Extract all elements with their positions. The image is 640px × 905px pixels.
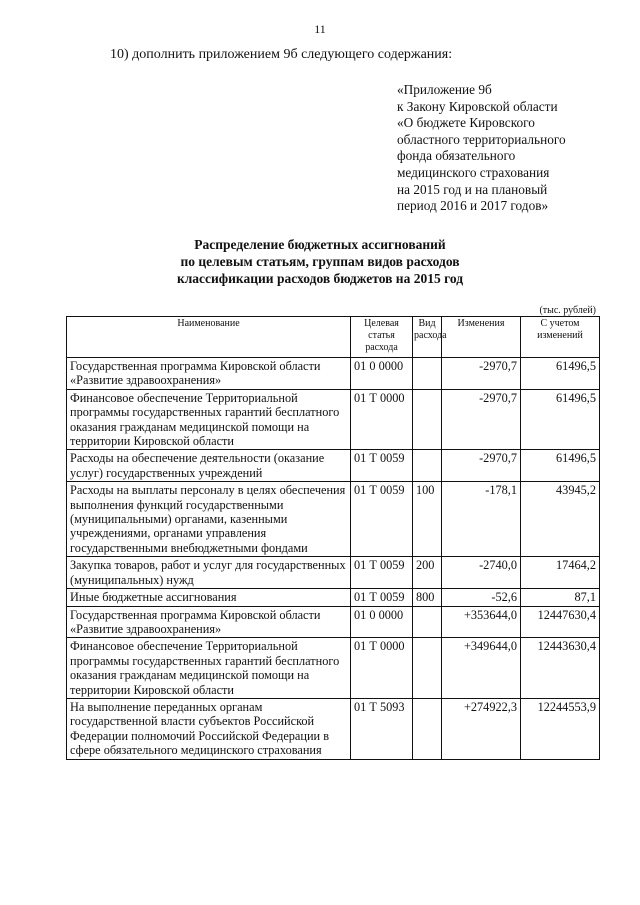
row-total: 12244553,9 — [521, 698, 600, 759]
row-target: 01 Т 0000 — [351, 638, 413, 699]
appendix-line: «Приложение 9б — [397, 82, 492, 97]
header-target: Целевая статья расхода — [351, 317, 413, 358]
row-kind — [413, 358, 442, 390]
header-total: С учетом изменений — [521, 317, 600, 358]
row-kind: 200 — [413, 557, 442, 589]
row-total: 43945,2 — [521, 482, 600, 557]
row-target: 01 Т 0059 — [351, 482, 413, 557]
row-name: Государственная программа Кировской области «Развитие здравоохранения» — [67, 358, 351, 390]
header-kind: Вид расхода — [413, 317, 442, 358]
appendix-line: к Закону Кировской области — [397, 98, 558, 114]
row-changes: -52,6 — [442, 589, 521, 606]
document-title — [0, 236, 640, 287]
table-row — [67, 389, 600, 450]
row-name: Финансовое обеспечение Территориальной программы государственных гарантий бесплатного оказания гражданам медицинской помощи на территории Кировской области — [67, 389, 351, 450]
row-name: Расходы на обеспечение деятельности (оказание услуг) государственных учреждений — [67, 450, 351, 482]
table-row — [67, 698, 600, 759]
table-row — [67, 358, 600, 390]
title-line: по целевым статьям, группам видов расходов — [180, 254, 460, 269]
row-total: 61496,5 — [521, 358, 600, 390]
appendix-line: фонда обязательного — [397, 148, 516, 164]
row-target: 01 Т 0059 — [351, 557, 413, 589]
row-total: 12447630,4 — [521, 606, 600, 638]
row-name: Государственная программа Кировской области «Развитие здравоохранения» — [67, 606, 351, 638]
row-total: 87,1 — [521, 589, 600, 606]
row-target: 01 Т 5093 — [351, 698, 413, 759]
row-kind — [413, 638, 442, 699]
row-changes: -2970,7 — [442, 389, 521, 450]
table-row — [67, 589, 600, 606]
row-total: 12443630,4 — [521, 638, 600, 699]
row-name: Иные бюджетные ассигнования — [67, 589, 351, 606]
title-line: классификации расходов бюджетов на 2015 год — [176, 271, 464, 286]
row-target: 01 Т 0059 — [351, 589, 413, 606]
row-target: 01 0 0000 — [351, 606, 413, 638]
row-changes: +274922,3 — [442, 698, 521, 759]
table-row — [67, 638, 600, 699]
units-label: (тыс. рублей) — [539, 305, 596, 316]
row-target: 01 0 0000 — [351, 358, 413, 390]
intro-text: 10) дополнить приложением 9б следующего содержания: — [110, 47, 453, 62]
row-target: 01 Т 0000 — [351, 389, 413, 450]
row-name: Закупка товаров, работ и услуг для государственных (муниципальных) нужд — [67, 557, 351, 589]
row-total: 17464,2 — [521, 557, 600, 589]
row-changes: -2970,7 — [442, 450, 521, 482]
row-name: Расходы на выплаты персоналу в целях обеспечения выполнения функций государственными (муниципальными) органами, казенными учреждениями, органами управления государственными внебюджетными фондами — [67, 482, 351, 557]
row-name: Финансовое обеспечение Территориальной программы государственных гарантий бесплатного оказания гражданам медицинской помощи на территории Кировской области — [67, 638, 351, 699]
row-total: 61496,5 — [521, 450, 600, 482]
row-kind — [413, 698, 442, 759]
header-changes: Изменения — [442, 317, 521, 358]
row-changes: -178,1 — [442, 482, 521, 557]
table-header-row — [67, 317, 600, 358]
appendix-header — [397, 82, 566, 215]
header-name: Наименование — [67, 317, 351, 358]
row-kind — [413, 389, 442, 450]
row-kind — [413, 606, 442, 638]
appendix-line: на 2015 год и на плановый — [397, 181, 548, 197]
row-kind — [413, 450, 442, 482]
row-target: 01 Т 0059 — [351, 450, 413, 482]
appendix-line: медицинского страхования — [397, 164, 550, 180]
row-name: На выполнение переданных органам государственной власти субъектов Российской Федерации полномочий Российской Федерации в сфере обязательного медицинского страхования — [67, 698, 351, 759]
row-changes: +349644,0 — [442, 638, 521, 699]
row-changes: +353644,0 — [442, 606, 521, 638]
row-kind: 100 — [413, 482, 442, 557]
title-line: Распределение бюджетных ассигнований — [194, 237, 446, 252]
table-row — [67, 557, 600, 589]
row-kind: 800 — [413, 589, 442, 606]
row-total: 61496,5 — [521, 389, 600, 450]
appendix-line: период 2016 и 2017 годов» — [397, 198, 549, 214]
table-row — [67, 606, 600, 638]
appendix-line: областного территориального — [397, 131, 566, 147]
table-row — [67, 450, 600, 482]
budget-table — [66, 316, 600, 760]
page-number: 11 — [314, 22, 326, 36]
row-changes: -2740,0 — [442, 557, 521, 589]
row-changes: -2970,7 — [442, 358, 521, 390]
table-row — [67, 482, 600, 557]
appendix-line: «О бюджете Кировского — [397, 115, 535, 131]
